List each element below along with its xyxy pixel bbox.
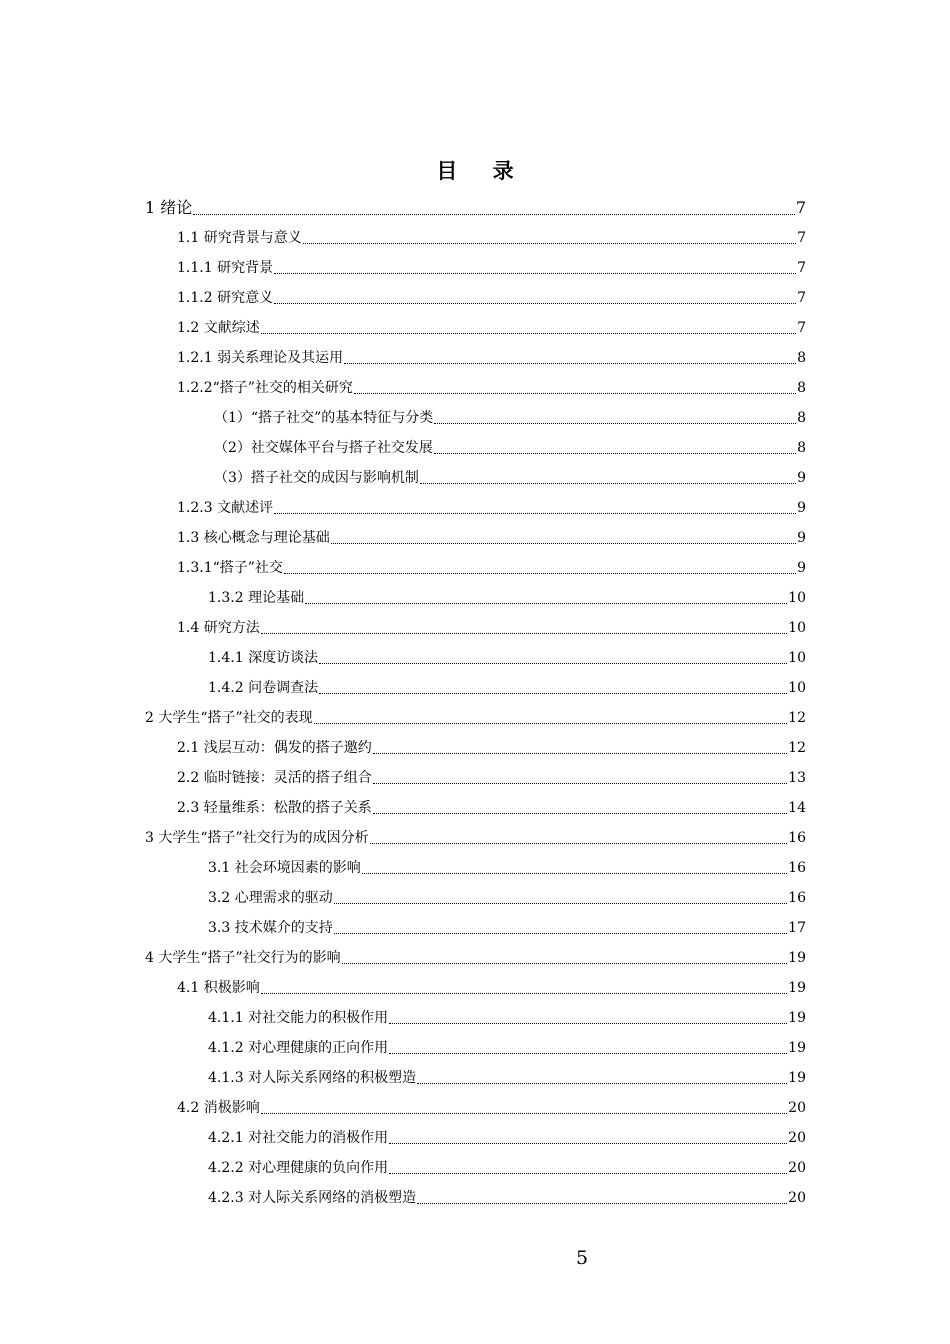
toc-entry-label: 1.2.1 弱关系理论及其运用 [177,343,344,373]
toc-entry-page: 8 [797,410,806,426]
toc-entry-page: 7 [797,320,806,336]
toc-entry-page: 19 [788,1010,806,1026]
toc-entry[interactable] [208,883,806,913]
toc-entry-label: 1.4 研究方法 [177,613,261,643]
toc-entry[interactable] [208,1183,806,1213]
toc-entry-page: 16 [788,860,806,876]
toc-entry-page: 20 [788,1100,806,1116]
toc-dot-leader [389,1033,787,1063]
toc-entry[interactable] [208,1063,806,1093]
toc-entry-label: （1）“搭子社交”的基本特征与分类 [214,403,434,433]
toc-entry-page: 16 [788,830,806,846]
toc-entry[interactable] [177,253,806,283]
toc-entry-page: 10 [788,620,806,636]
toc-entry-label: 1.2 文献综述 [177,313,261,343]
toc-dot-leader [305,583,787,613]
toc-dot-leader [417,1063,787,1093]
toc-dot-leader [417,1183,787,1213]
toc-entry-label: 1.2.2“搭子”社交的相关研究 [177,373,354,403]
toc-entry-label: 2 大学生“搭子”社交的表现 [145,703,314,733]
toc-entry[interactable] [145,703,806,733]
toc-dot-leader [274,253,796,283]
page-number: 5 [575,1247,589,1269]
toc-dot-leader [319,643,787,673]
toc-dot-leader [261,973,787,1003]
toc-entry[interactable] [177,373,806,403]
toc-dot-leader [389,1123,787,1153]
toc-entry-page: 8 [797,440,806,456]
toc-dot-leader [284,553,796,583]
toc-entry-page: 16 [788,890,806,906]
toc-entry-label: 1.1.2 研究意义 [177,283,274,313]
toc-dot-leader [354,373,796,403]
toc-dot-leader [420,463,796,493]
toc-entry-label: 4.1.2 对心理健康的正向作用 [208,1033,389,1063]
toc-entry[interactable] [145,943,806,973]
toc-dot-leader [331,523,796,553]
toc-entry-label: 1.2.3 文献述评 [177,493,274,523]
toc-entry-label: 1.4.1 深度访谈法 [208,643,319,673]
toc-entry[interactable] [177,283,806,313]
page-title: 目 录 [436,159,528,183]
toc-entry-page: 13 [788,770,806,786]
toc-entry[interactable] [177,493,806,523]
toc-entry-page: 10 [788,680,806,696]
toc-entry[interactable] [177,973,806,1003]
toc-entry-page: 12 [788,740,806,756]
toc-entry-label: 4.2.3 对人际关系网络的消极塑造 [208,1183,417,1213]
toc-dot-leader [314,703,788,733]
toc-dot-leader [389,1003,787,1033]
toc-dot-leader [373,763,787,793]
toc-entry[interactable] [145,823,806,853]
toc-entry[interactable] [177,313,806,343]
toc-entry[interactable] [208,1033,806,1063]
toc-entry-label: 4.2 消极影响 [177,1093,261,1123]
toc-entry-page: 7 [797,290,806,306]
toc-entry-label: 2.1 浅层互动：偶发的搭子邀约 [177,733,373,763]
toc-dot-leader [344,343,796,373]
toc-entry-label: （2）社交媒体平台与搭子社交发展 [214,433,434,463]
toc-entry-page: 20 [788,1190,806,1206]
toc-dot-leader [334,883,787,913]
toc-dot-leader [319,673,787,703]
toc-entry[interactable] [177,223,806,253]
toc-entry[interactable] [208,643,806,673]
toc-entry-label: 1 绪论 [145,193,193,223]
toc-entry-label: 2.3 轻量维系：松散的搭子关系 [177,793,373,823]
toc-entry-page: 9 [797,470,806,486]
toc-entry[interactable] [208,1123,806,1153]
toc-entry[interactable] [177,613,806,643]
toc-entry-label: 4.2.1 对社交能力的消极作用 [208,1123,389,1153]
toc-entry[interactable] [177,793,806,823]
toc-entry-label: 1.3 核心概念与理论基础 [177,523,331,553]
toc-dot-leader [261,313,796,343]
toc-entry-page: 12 [788,710,806,726]
toc-dot-leader [362,853,787,883]
toc-entry-label: 3.2 心理需求的驱动 [208,883,334,913]
toc-entry[interactable] [145,193,806,223]
toc-dot-leader [373,793,787,823]
toc-entry[interactable] [177,733,806,763]
toc-entry-page: 17 [788,920,806,936]
toc-dot-leader [434,433,796,463]
toc-entry-page: 19 [788,950,806,966]
toc-entry[interactable] [208,1153,806,1183]
toc-entry[interactable] [208,673,806,703]
toc-entry-label: （3）搭子社交的成因与影响机制 [214,463,420,493]
toc-entry[interactable] [177,1093,806,1123]
toc-entry-label: 3.1 社会环境因素的影响 [208,853,362,883]
toc-dot-leader [373,733,787,763]
toc-entry[interactable] [208,913,806,943]
toc-entry[interactable] [177,763,806,793]
toc-entry-label: 1.3.2 理论基础 [208,583,305,613]
toc-entry-page: 9 [797,530,806,546]
toc-entry-label: 3.3 技术媒介的支持 [208,913,334,943]
toc-dot-leader [274,283,796,313]
toc-entry[interactable] [177,343,806,373]
toc-dot-leader [303,223,796,253]
toc-dot-leader [261,1093,787,1123]
toc-dot-leader [389,1153,787,1183]
toc-entry-label: 4.2.2 对心理健康的负向作用 [208,1153,389,1183]
toc-entry[interactable] [177,553,806,583]
toc-entry-page: 7 [797,230,806,246]
toc-entry[interactable] [208,583,806,613]
toc-dot-leader [370,823,788,853]
toc-entry-page: 19 [788,980,806,996]
toc-entry-page: 8 [797,350,806,366]
toc-dot-leader [434,403,796,433]
toc-dot-leader [193,193,795,223]
toc-entry-page: 19 [788,1070,806,1086]
toc-entry-label: 4.1.3 对人际关系网络的积极塑造 [208,1063,417,1093]
toc-entry-label: 4.1.1 对社交能力的积极作用 [208,1003,389,1033]
toc-entry-page: 7 [795,198,806,217]
toc-dot-leader [342,943,788,973]
toc-entry-label: 2.2 临时链接：灵活的搭子组合 [177,763,373,793]
toc-entry-page: 19 [788,1040,806,1056]
toc-entry-page: 14 [788,800,806,816]
toc-entry-page: 10 [788,650,806,666]
toc-entry-label: 1.1.1 研究背景 [177,253,274,283]
toc-dot-leader [334,913,787,943]
toc-entry-label: 1.4.2 问卷调查法 [208,673,319,703]
toc-entry-label: 1.1 研究背景与意义 [177,223,303,253]
toc-entry-page: 10 [788,590,806,606]
toc-dot-leader [274,493,796,523]
toc-entry[interactable] [208,1003,806,1033]
toc-entry-page: 20 [788,1130,806,1146]
toc-entry-label: 1.3.1“搭子”社交 [177,553,284,583]
toc-entry-label: 3 大学生“搭子”社交行为的成因分析 [145,823,370,853]
toc-entry-page: 20 [788,1160,806,1176]
toc-entry-page: 9 [797,500,806,516]
toc-entry[interactable] [208,853,806,883]
toc-entry-label: 4 大学生“搭子”社交行为的影响 [145,943,342,973]
toc-entry-label: 4.1 积极影响 [177,973,261,1003]
toc-entry-page: 9 [797,560,806,576]
toc-entry[interactable] [214,463,806,493]
toc-entry[interactable] [177,523,806,553]
table-of-contents [0,193,950,1213]
toc-entry-page: 7 [797,260,806,276]
toc-entry[interactable] [214,403,806,433]
toc-entry-page: 8 [797,380,806,396]
toc-dot-leader [261,613,787,643]
toc-entry[interactable] [214,433,806,463]
